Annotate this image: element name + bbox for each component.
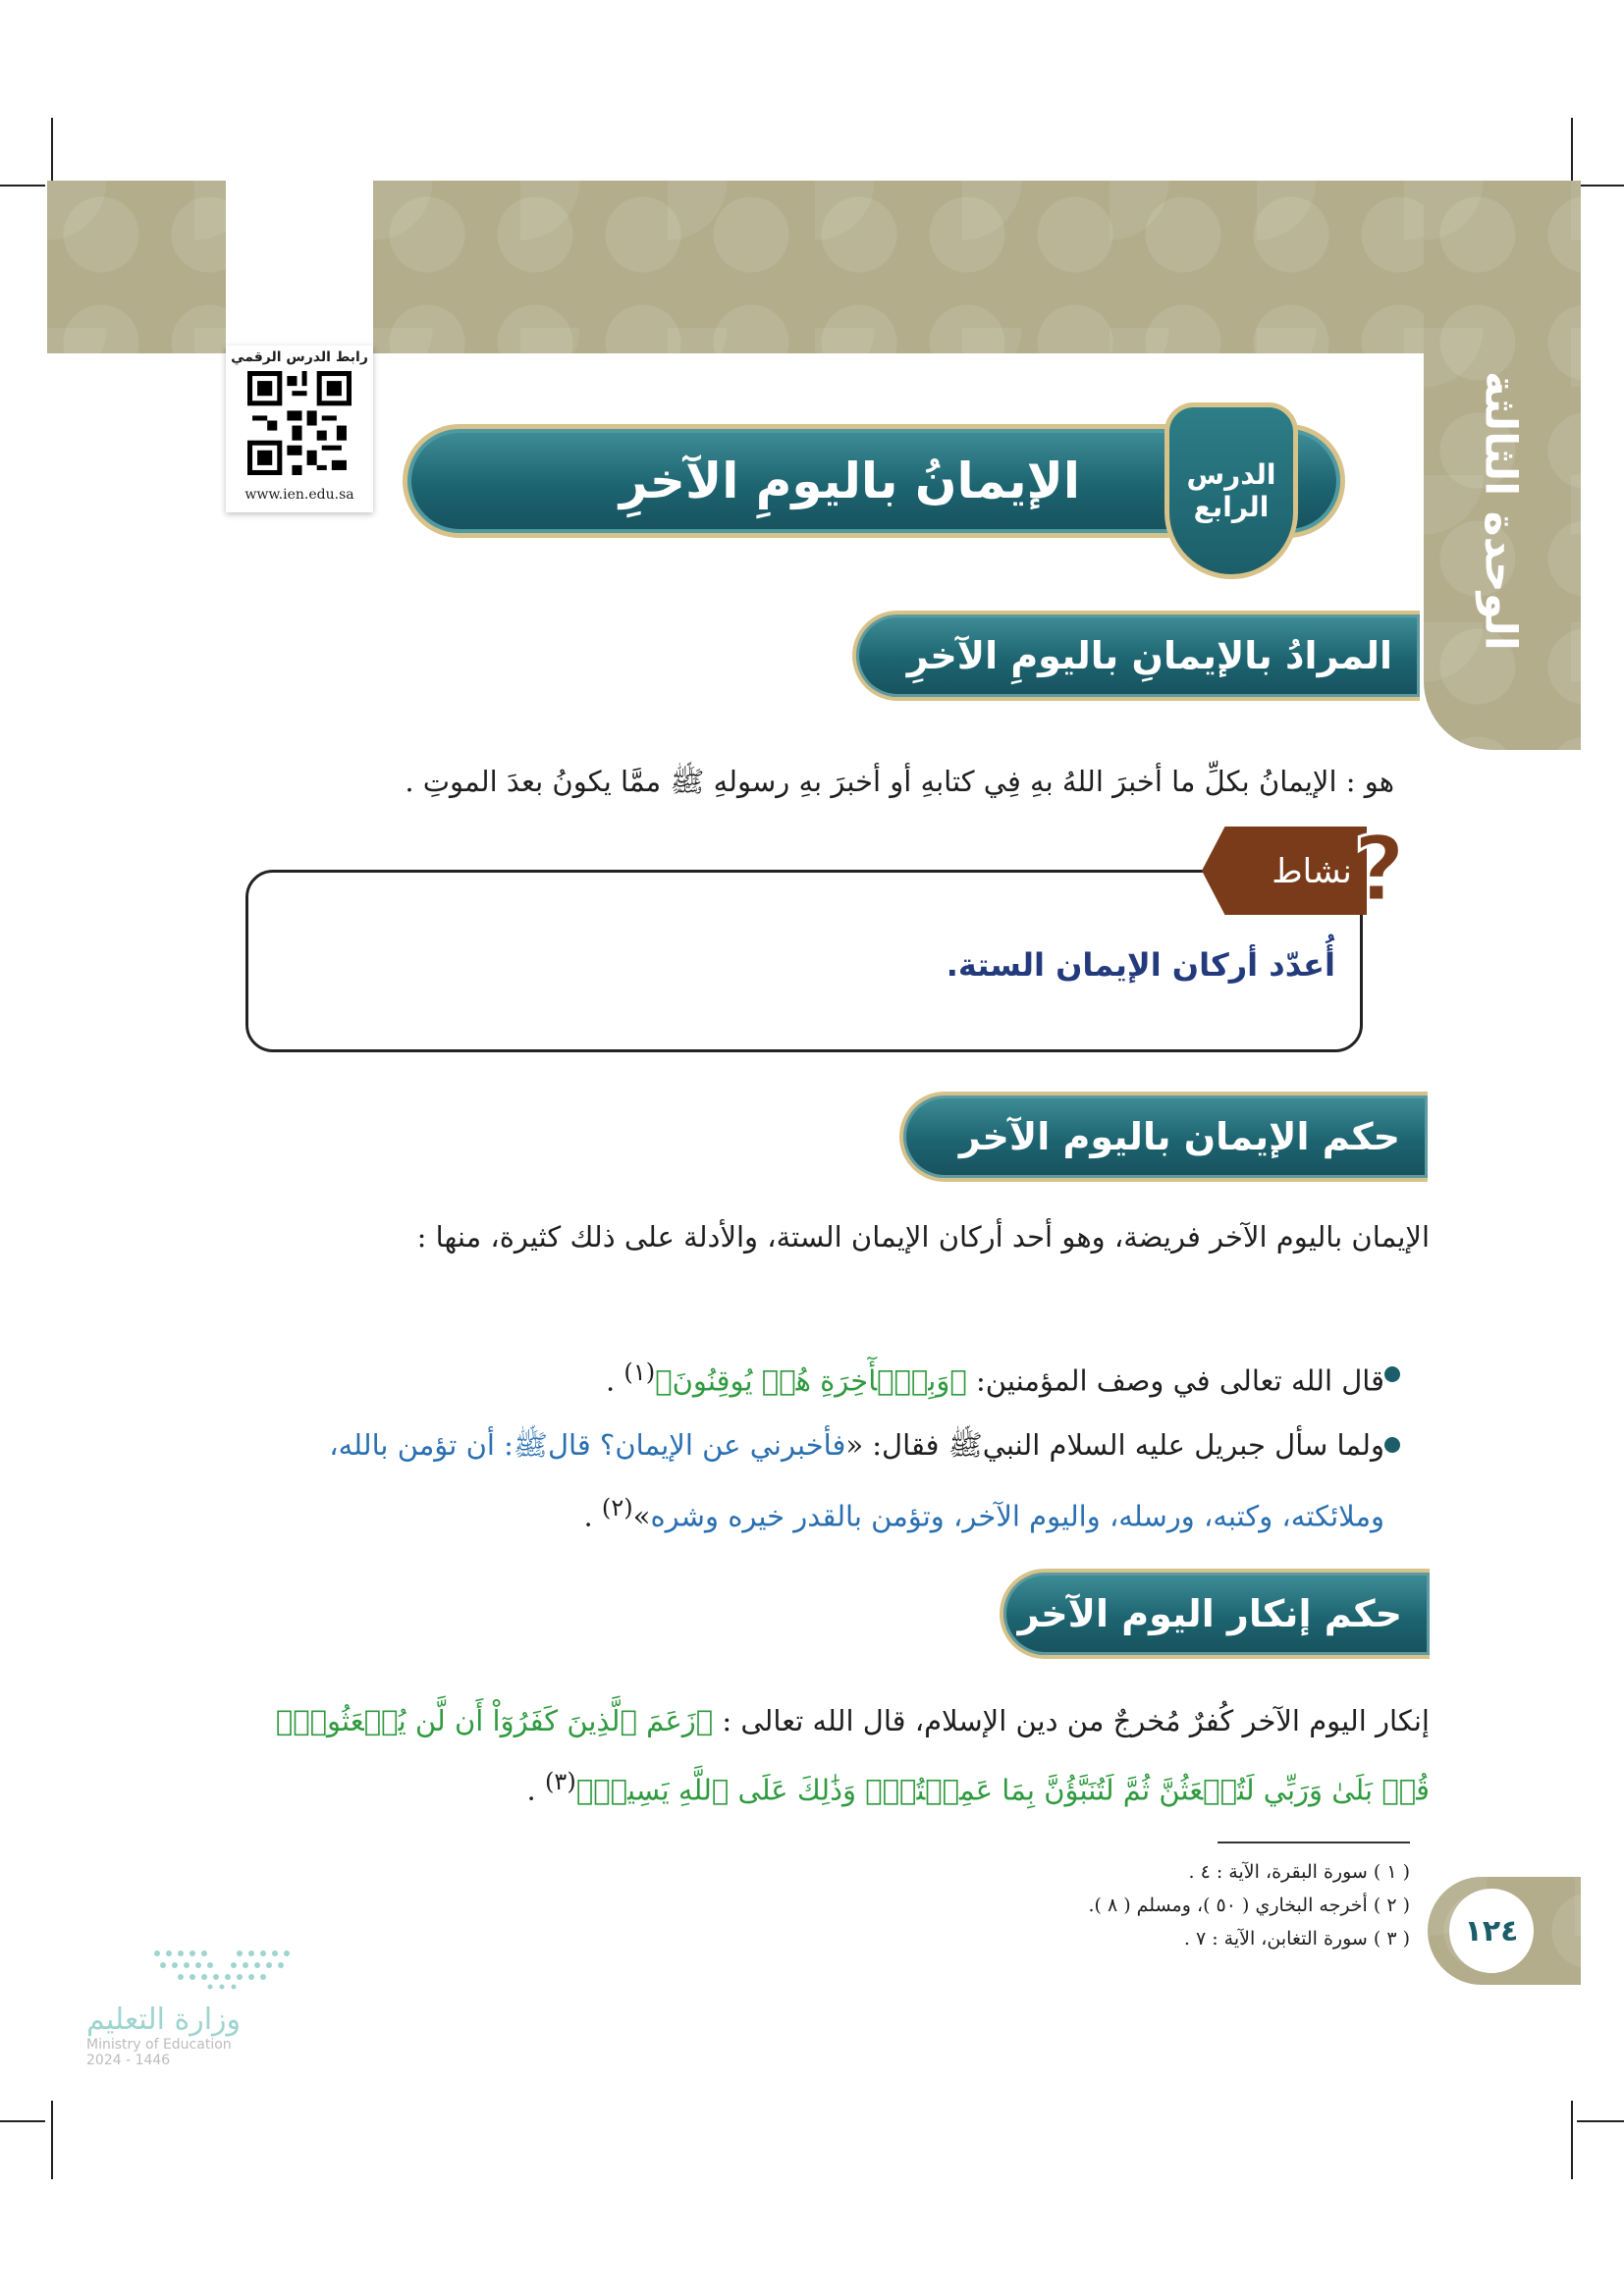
section3-suffix: . <box>526 1773 545 1807</box>
bullet2-suffix: . <box>583 1499 602 1533</box>
crop-mark <box>0 2120 45 2122</box>
section1-text: هو : الإيمانُ بكلِّ ما أخبرَ اللهُ بهِ فِي كتابهِ أو أخبرَ بهِ رسولهِ ﷺ ممَّا يكونُ بعدَ الموتِ . <box>405 765 1394 798</box>
footnote-ref: (٣) <box>544 1768 576 1795</box>
bullet-dot <box>1384 1366 1400 1382</box>
ministry-arabic: وزارة التعليم <box>86 2002 242 2037</box>
bullet1-verse: ﴿وَبِٱلۡأٓخِرَةِ هُمۡ يُوقِنُونَ﴾ <box>655 1363 967 1398</box>
bullet2-close: » <box>632 1499 651 1533</box>
section1-heading: المرادُ بالإيمانِ باليومِ الآخرِ <box>906 634 1392 677</box>
header-band <box>373 181 1424 353</box>
bullet2-quote: فأخبرني عن الإيمان؟ قالﷺ: أن تؤمن بالله، وملائكته، وكتبه، ورسله، واليوم الآخر، وتؤمن بالقدر خيره وشره <box>329 1428 1384 1533</box>
unit-label-wrap <box>1451 334 1549 687</box>
lesson-badge-line2: الرابع <box>1193 491 1270 523</box>
qr-caption: رابط الدرس الرقمي <box>231 349 368 365</box>
section2-intro: الإيمان باليوم الآخر فريضة، وهو أحد أركان الإيمان الستة، والأدلة على ذلك كثيرة، منها : <box>416 1220 1430 1254</box>
bullet1-prefix: قال الله تعالى في وصف المؤمنين: <box>966 1363 1384 1398</box>
qr-code-icon <box>247 371 352 475</box>
crop-mark <box>51 118 53 185</box>
lesson-title: الإيمانُ باليومِ الآخرِ <box>619 453 1080 509</box>
footnote: ( ١ ) سورة البقرة، الآية : ٤ . <box>1188 1861 1410 1883</box>
section-heading-ruling <box>899 1092 1428 1182</box>
footnote-ref: (٢) <box>601 1494 633 1522</box>
crop-mark <box>1577 185 1624 187</box>
lesson-badge-line1: الدرس <box>1186 458 1276 491</box>
bullet-item <box>255 1349 1384 1405</box>
activity-label-wrap <box>1265 844 1359 899</box>
page-number-badge <box>1449 1889 1534 1973</box>
crop-mark <box>1577 2120 1624 2122</box>
crop-mark <box>0 185 45 187</box>
section-heading-denial <box>1000 1569 1430 1659</box>
ministry-block <box>86 2002 263 2068</box>
qr-url[interactable]: www.ien.edu.sa <box>244 487 354 503</box>
page-number: ١٢٤ <box>1464 1913 1519 1949</box>
section3-prefix: إنكار اليوم الآخر كُفرٌ مُخرجٌ من دين الإسلام، قال الله تعالى : <box>713 1704 1430 1737</box>
header-band-left <box>47 181 226 353</box>
crop-mark <box>1571 118 1573 185</box>
lesson-badge <box>1164 402 1298 579</box>
crop-mark <box>51 2101 53 2179</box>
bullet2-prefix: ولما سأل جبريل عليه السلام النبيﷺ فقال: « <box>845 1428 1384 1462</box>
footnote: ( ٢ ) أخرجه البخاري ( ٥٠ )، ومسلم ( ٨ ). <box>1088 1895 1410 1916</box>
lesson-title-wrap <box>432 436 1080 526</box>
ministry-logo-icon <box>149 1948 295 1991</box>
question-mark-icon: ? <box>1353 817 1406 922</box>
activity-label: نشاط <box>1272 852 1352 891</box>
bullet-dot <box>1384 1437 1400 1453</box>
ministry-year: 2024 - 1446 <box>86 2053 171 2068</box>
ministry-english: Ministry of Education <box>86 2037 232 2053</box>
footnote-divider <box>1218 1842 1410 1843</box>
section-heading-meaning <box>852 611 1420 701</box>
section3-verse: ﴿زَعَمَ ٱلَّذِينَ كَفَرُوٓاْ أَن لَّن يُبۡعَثُواْۚ قُلۡ بَلَىٰ وَرَبِّي لَتُبۡعَثُنَّ ثُمَّ لَتُنَبَّؤُنَّ بِمَا عَمِلۡتُمۡۚ وَذَٰلِكَ عَلَى ٱللَّهِ يَسِيرٞ﴾ <box>275 1704 1430 1807</box>
crop-mark <box>1571 2101 1573 2179</box>
bullet1-suffix: . <box>605 1363 624 1398</box>
footnotes <box>884 1855 1410 1955</box>
activity-prompt: أُعدّد أركان الإيمان الستة. <box>946 946 1335 984</box>
section2-heading: حكم الإيمان باليوم الآخر <box>958 1115 1400 1158</box>
qr-card[interactable] <box>226 346 373 512</box>
section3-text <box>255 1690 1430 1821</box>
bullet-item <box>255 1414 1384 1548</box>
section3-heading: حكم إنكار اليوم الآخر <box>1017 1592 1402 1635</box>
footnote: ( ٣ ) سورة التغابن، الآية : ٧ . <box>1183 1928 1410 1949</box>
footnote-ref: (١) <box>623 1359 656 1386</box>
unit-label: الوحدة الثالثة <box>1475 370 1526 651</box>
